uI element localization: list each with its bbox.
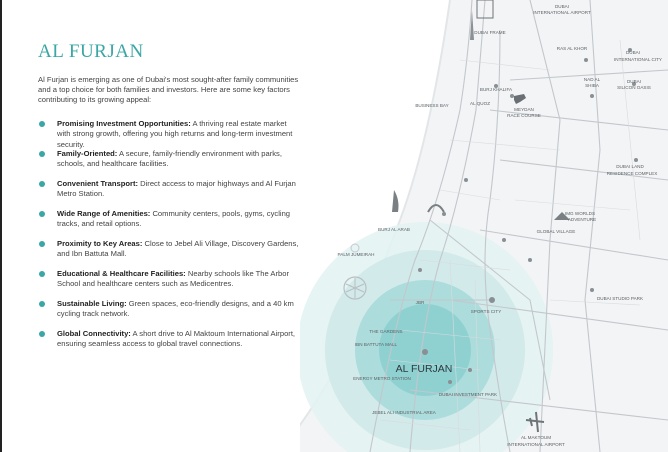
label-the-gardens: THE GARDENS	[369, 329, 403, 334]
factor-text: Direct access to major highways and Al Furjan Metro Station.	[57, 179, 296, 199]
factor-heading: Convenient Transport:	[57, 179, 139, 188]
label-palm-jumeirah: PALM JUMEIRAH	[337, 252, 375, 257]
label-dubai-land: DUBAI LAND	[616, 164, 644, 169]
factor-item	[38, 329, 300, 359]
label-dso-2: SILICON OASIS	[617, 85, 651, 90]
location-map	[300, 0, 668, 452]
label-dic: DUBAI	[625, 50, 641, 55]
label-dwc-2: INTERNATIONAL AIRPORT	[507, 442, 565, 447]
factor-heading: Educational & Healthcare Facilities:	[57, 269, 186, 278]
factor-item	[38, 209, 300, 239]
map-center-label: AL FURJAN	[395, 363, 453, 375]
burj-al-arab-icon	[392, 190, 399, 212]
label-dubai-land-2: RESIDENCE COMPLEX	[606, 171, 658, 176]
bullet-dot-icon	[39, 331, 45, 337]
factor-text: Close to Jebel Ali Village, Discovery Gardens, and Ibn Battuta Mall.	[57, 239, 299, 259]
page-title: AL FURJAN	[38, 40, 144, 62]
label-jbr: JBR	[415, 300, 425, 305]
factor-item	[38, 119, 300, 149]
label-dxb-2: INTERNATIONAL AIRPORT	[533, 10, 591, 15]
label-nad-al-sheba-2: SHIBA	[585, 83, 599, 88]
label-business-bay: BUSINESS BAY	[415, 103, 449, 108]
left-edge-border	[0, 0, 2, 452]
factor-item	[38, 269, 300, 299]
factor-heading: Sustainable Living:	[57, 299, 127, 308]
factor-heading: Family-Oriented:	[57, 149, 118, 158]
label-studio-park: DUBAI STUDIO PARK	[596, 296, 644, 301]
label-nad-al-sheba: NAD AL	[583, 77, 601, 82]
label-energy-metro: ENERGY METRO STATION	[353, 376, 411, 381]
factor-item	[38, 299, 300, 329]
bullet-dot-icon	[39, 211, 45, 217]
factor-item	[38, 179, 300, 209]
label-ras-al-khor: RAS AL KHOR	[556, 46, 588, 51]
factor-text: Community centers, pools, gyms, cycling tracks, and retail options.	[57, 209, 291, 229]
label-global-village: GLOBAL VILLAGE	[536, 229, 576, 234]
label-sports-city: SPORTS CITY	[470, 309, 502, 314]
label-meydan: MEYDAN	[514, 107, 534, 112]
bullet-dot-icon	[39, 271, 45, 277]
label-dubai-frame: DUBAI FRAME	[474, 30, 506, 35]
factor-item	[38, 239, 300, 269]
label-meydan-2: RACE COURSE	[507, 113, 541, 118]
label-jebel-ali: JEBEL ALI INDUSTRIAL AREA	[372, 410, 436, 415]
bullet-dot-icon	[39, 181, 45, 187]
label-al-quoz: AL QUOZ	[470, 101, 490, 106]
factor-text: A short drive to Al Maktoum International Airport, ensuring seamless access to global travel connections.	[57, 329, 296, 349]
factor-text: Nearby schools like The Arbor School and healthcare centers such as Medicentres.	[57, 269, 289, 289]
factor-item	[38, 149, 300, 179]
factor-text: A thriving real estate market with strong growth, offering you high returns and long-term investment security.	[57, 119, 293, 149]
factor-heading: Promising Investment Opportunities:	[57, 119, 191, 128]
key-factors-list	[38, 119, 300, 359]
factor-text: Green spaces, eco-friendly designs, and a 40 km cycling track network.	[57, 299, 294, 319]
factor-heading: Global Connectivity:	[57, 329, 131, 338]
label-dwc: AL MAKTOUM	[520, 435, 552, 440]
label-adventure: ADVENTURE	[567, 217, 597, 222]
bullet-dot-icon	[39, 121, 45, 127]
factor-heading: Wide Range of Amenities:	[57, 209, 151, 218]
bullet-dot-icon	[39, 241, 45, 247]
bullet-dot-icon	[39, 301, 45, 307]
label-burj-al-arab: BURJ AL ARAB	[378, 227, 410, 232]
factor-heading: Proximity to Key Areas:	[57, 239, 143, 248]
intro-paragraph: Al Furjan is emerging as one of Dubai's most sought-after family communities and a top choice for both families and investors. Here are some key factors contributing to its growing appeal:	[38, 74, 299, 105]
factor-text: A secure, family-friendly environment with parks, schools, and healthcare facilities.	[57, 149, 282, 169]
label-dip: DUBAI INVESTMENT PARK	[438, 392, 498, 397]
bullet-dot-icon	[39, 151, 45, 157]
label-img-worlds: IMG WORLDS	[564, 211, 596, 216]
label-ibn-battuta: IBN BATTUTA MALL	[354, 342, 398, 347]
label-dic-2: INTERNATIONAL CITY	[614, 57, 662, 62]
label-dxb: DUBAI	[554, 4, 570, 9]
label-burj-khalifa: BURJ KHALIFA	[479, 87, 513, 92]
label-dso: DUBAI	[626, 79, 642, 84]
